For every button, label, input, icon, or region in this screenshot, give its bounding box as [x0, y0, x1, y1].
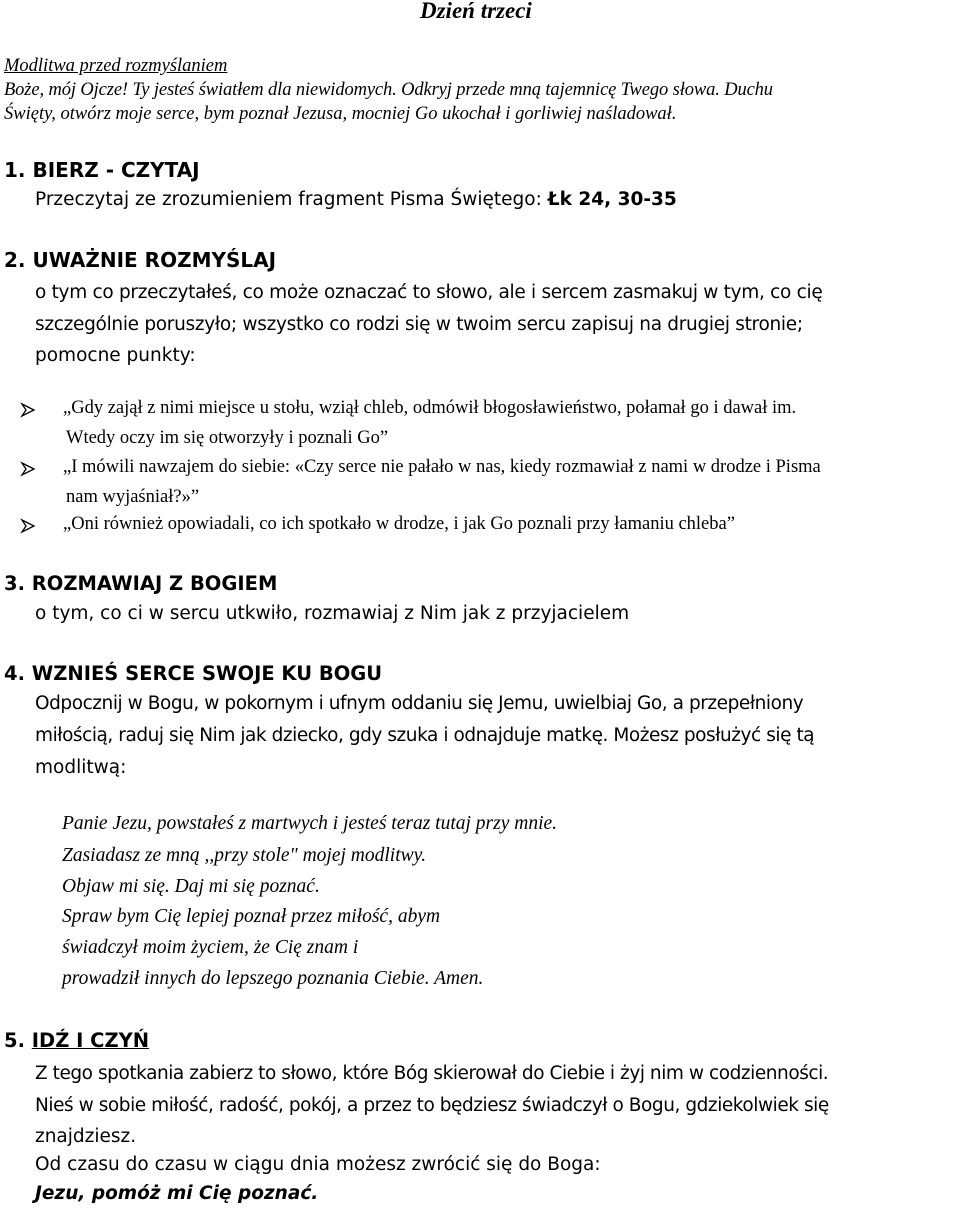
section-4-line: Odpocznij w Bogu, w pokornym i ufnym oddaniu się Jemu, uwielbiaj Go, a przepełniony [35, 693, 804, 714]
section-5-line: Z tego spotkania zabierz to słowo, które Bóg skierował do Ciebie i żyj nim w codzienności. [35, 1063, 829, 1084]
meditation-point-continuation: nam wyjaśniał?»” [66, 487, 200, 507]
section-4-heading: 4. WZNIEŚ SERCE SWOJE KU BOGU [4, 662, 383, 685]
meditation-point: „I mówili nawzajem do siebie: «Czy serce nie pałało w nas, kiedy rozmawiał z nami w drodze i Pisma [63, 457, 821, 477]
section-1-heading: 1. BIERZ - CZYTAJ [4, 158, 200, 182]
section-4-line: modlitwą: [35, 757, 127, 778]
arrow-bullet-icon [20, 461, 36, 477]
section-3-text: o tym, co ci w sercu utkwiło, rozmawiaj z Nim jak z przyjacielem [35, 603, 630, 624]
section-5-title: IDŹ I CZYŃ [31, 1029, 150, 1052]
page-title: Dzień trzeci [420, 0, 532, 23]
arrow-bullet-icon [20, 402, 36, 418]
section-2-line: pomocne punkty: [35, 345, 196, 366]
section-5-line: znajdziesz. [35, 1126, 137, 1147]
section-5-line: Od czasu do czasu w ciągu dnia możesz zwrócić się do Boga: [35, 1154, 601, 1175]
section-2-heading: 2. UWAŻNIE ROZMYŚLAJ [4, 248, 277, 272]
prayer-verse: Objaw mi się. Daj mi się poznać. [62, 876, 320, 897]
prayer-verse: świadczył moim życiem, że Cię znam i [62, 937, 359, 958]
section-3-heading: 3. ROZMAWIAJ Z BOGIEM [4, 572, 278, 595]
scripture-reference: Łk 24, 30-35 [547, 189, 677, 210]
section-4-line: miłością, raduj się Nim jak dziecko, gdy szuka i odnajduje matkę. Możesz posłużyć się tą [35, 725, 815, 746]
section-2-line: szczególnie poruszyło; wszystko co rodzi się w twoim sercu zapisuj na drugiej stronie; [35, 314, 803, 335]
arrow-bullet-icon [20, 518, 36, 534]
prayer-verse: Zasiadasz ze mną ,,przy stole" mojej modlitwy. [62, 845, 427, 866]
meditation-point: „Gdy zajął z nimi miejsce u stołu, wziął chleb, odmówił błogosławieństwo, połamał go i dawał im. [63, 398, 797, 418]
prayer-verse: Spraw bym Cię lepiej poznał przez miłość, abym [62, 906, 441, 927]
section-2-line: o tym co przeczytałeś, co może oznaczać to słowo, ale i sercem zasmakuj w tym, co cię [35, 282, 823, 303]
prayer-line: Święty, otwórz moje serce, bym poznał Jezusa, mocniej Go ukochał i gorliwiej naśladował. [4, 104, 677, 124]
prayer-verse: Panie Jezu, powstałeś z martwych i jesteś teraz tutaj przy mnie. [62, 813, 558, 834]
closing-prayer: Jezu, pomóż mi Cię poznać. [35, 1183, 319, 1204]
section-1-text [35, 189, 677, 210]
prayer-line: Boże, mój Ojcze! Ty jesteś światłem dla niewidomych. Odkryj przede mną tajemnicę Twego słowa. Duchu [4, 80, 773, 100]
prayer-heading: Modlitwa przed rozmyślaniem [4, 56, 228, 76]
meditation-point-continuation: Wtedy oczy im się otworzyły i poznali Go” [66, 428, 389, 448]
section-1-instruction: Przeczytaj ze zrozumieniem fragment Pisma Świętego: [35, 189, 548, 210]
section-5-line: Nieś w sobie miłość, radość, pokój, a przez to będziesz świadczył o Bogu, gdziekolwiek się [35, 1095, 829, 1116]
meditation-point: „Oni również opowiadali, co ich spotkało w drodze, i jak Go poznali przy łamaniu chleba” [63, 514, 735, 534]
section-5-heading [4, 1029, 149, 1052]
section-5-number: 5. [4, 1029, 32, 1052]
prayer-verse: prowadził innych do lepszego poznania Ciebie. Amen. [62, 968, 484, 989]
